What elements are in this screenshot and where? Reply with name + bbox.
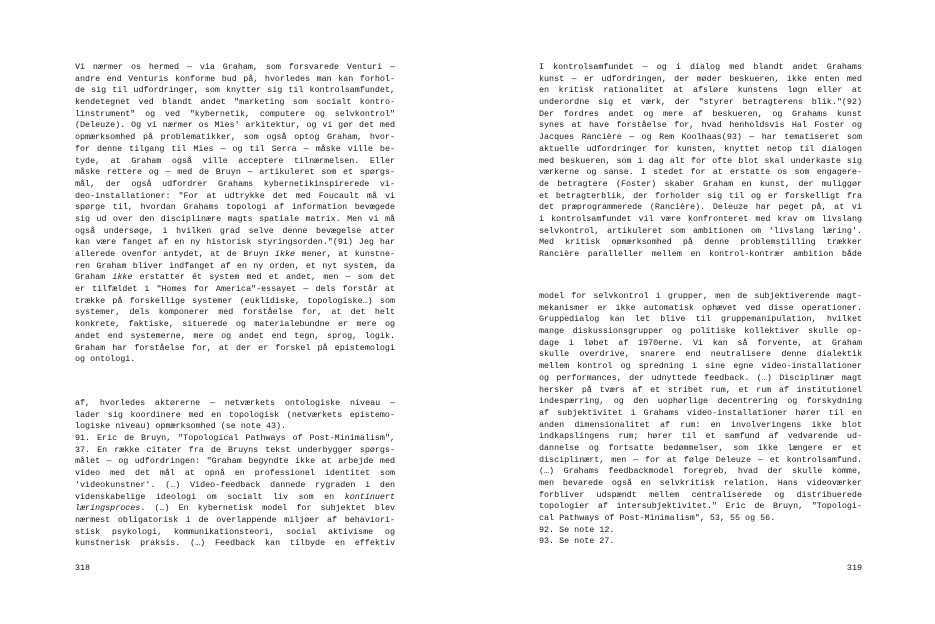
- page-number-left: 318: [75, 563, 91, 573]
- text-line: dannelse og fortsatte bedømmelser, som ikke længere er et: [539, 442, 862, 453]
- text-line: men bevarede også en selvkritisk relation. Hans videoværker: [539, 478, 862, 488]
- text-line: Gruppedialog kan let blive til gruppemanipulation, hvilket: [539, 314, 862, 325]
- text-line: Graham ikke erstatter ét system med et andet, men — som det: [75, 272, 395, 283]
- text-line: lader sig koordinere med en topologisk (netværkets epistemo-: [75, 409, 395, 420]
- text-line: måske rettere og — med de Bruyn — artikuleret som et spørgs-: [75, 167, 395, 178]
- text-line: andet end systemerne, mere og andet end tegn, sprog, logik.: [75, 330, 395, 341]
- text-line: en kritisk rationalitet at afsløre kunstens løgn eller at: [539, 85, 862, 96]
- text-line: det præprogrammerede (Rancière). Deleuze har peget på, at vi: [539, 202, 862, 213]
- text-line: trække på forskellige systemer (euklidiske, topologiske…) som: [75, 295, 395, 306]
- text-line: Med kritisk opmærksomhed på denne problemstilling trækker: [539, 237, 862, 248]
- text-line: allerede ovenfor antydet, at de Bruyn ikke mener, at kunstne-: [75, 249, 395, 259]
- text-line: et betragterblik, der forholder sig til og er forskelligt fra: [539, 190, 862, 201]
- text-line: underordne sig et værk, der "styrer betragterens blik."(92): [539, 97, 862, 108]
- text-line: mellem kontrol og spredning i sine egne video-installationer: [539, 361, 862, 372]
- text-line: og ontologi.: [75, 354, 136, 365]
- text-line: i kontrolsamfundet vil være konfronteret med krav om livslang: [539, 213, 862, 224]
- text-line: synes at have forståelse for, hvad henholdsvis Hal Foster og: [539, 120, 862, 131]
- text-line: (…) Grahams feedbackmodel foregreb, hvad der skulle komme,: [539, 466, 862, 477]
- text-line: mekanismer er ikke automatisk ophævet ved disse operationer.: [539, 302, 862, 313]
- text-line: værkerne og sanse. I stedet for at erstatte os som engagere-: [539, 167, 862, 178]
- text-line: også undersøge, i hvilken grad selve denne bevægelse atter: [75, 225, 395, 236]
- left-page-body-text: [75, 62, 395, 366]
- text-line: kan være fanget af en ny historisk styringsorden."(91) Jeg har: [75, 237, 395, 248]
- text-line: ren Graham bliver indfanget af en ny orden, et nyt system, da: [75, 260, 395, 271]
- text-line: 91. Eric de Bruyn, "Topological Pathways of Post-Minimalism",: [75, 433, 395, 444]
- text-line: opmærksomhed på problematikker, som også optog Graham, hvor-: [75, 132, 395, 143]
- text-line: disciplinært, men — for at følge Deleuze — et kontrolsamfund.: [539, 454, 862, 465]
- text-line: forbliver udspændt mellem centraliserede og distribuerede: [539, 489, 862, 500]
- text-line: mange diskussionsgrupper og politiske kollektiver skulle op-: [539, 326, 862, 337]
- text-line: cal Pathways of Post-Minimalism", 53, 55 og 56.: [539, 513, 776, 524]
- text-line: Rancière paralleller mellem en kontrol-kontrær ambition både: [539, 249, 862, 259]
- page-319: [539, 0, 862, 624]
- text-line: er tilfældet i "Homes for America"-essayet — dels forstår at: [75, 284, 395, 295]
- text-line: spørge til, hvordan Grahams topologi af information bevægede: [75, 202, 395, 213]
- text-line: sig ud over den disciplinære magts spatiale matrix. Men vi må: [75, 213, 395, 224]
- text-line: konkrete, faktiske, situerede og materialebundne er mere og: [75, 319, 395, 330]
- text-line: logiske niveau) opmærksomhed (se note 43).: [75, 421, 287, 432]
- text-line: (Deleuze). Og vi nærmer os Mies' arkitektur, og vi gør det med: [75, 120, 395, 131]
- text-line: aktuelle udfordringer for kunsten, knyttet netop til dialogen: [539, 143, 862, 154]
- text-line: målet — og udfordringen: "Graham begyndte ikke at arbejde med: [75, 456, 395, 467]
- text-line: selvkontrol, artikuleret som ambitionen om 'livslang læring'.: [539, 225, 862, 236]
- right-page-body-text: [539, 62, 862, 261]
- text-line: video med det mål at opnå en professionel identitet som: [75, 468, 395, 479]
- text-line: 37. En række citater fra de Bruyns tekst underbygger spørgs-: [75, 444, 395, 455]
- text-line: Jacques Rancière — og Rem Koolhaas(93) — har tematiseret som: [539, 132, 862, 143]
- text-line: læringsproces. (…) En kybernetisk model for subjektet blev: [75, 503, 395, 514]
- text-line: 93. Se note 27.: [539, 536, 615, 547]
- text-line: topologier af intersubjektivitet." Eric de Bruyn, "Topologi-: [539, 501, 862, 512]
- text-line: for denne tilgang til Mies — og til Serra — måske ville be-: [75, 143, 395, 154]
- text-line: og performances, der udnyttede feedback. (…) Disciplinær magt: [539, 372, 862, 383]
- text-line: indespærring, og den uophørlige decentrering og forskydning: [539, 396, 862, 407]
- text-line: I kontrolsamfundet — og i dialog med blandt andet Grahams: [539, 62, 862, 72]
- text-line: deo-installationer: "For at udtrykke det med Foucault må vi: [75, 190, 395, 201]
- text-line: tyde, at Graham også ville acceptere tilnærmelsen. Eller: [75, 155, 395, 166]
- text-line: Graham har forståelse for, at der er forskel på epistemologi: [75, 342, 395, 353]
- text-line: Vi nærmer os hermed — via Graham, som forsvarede Venturi —: [75, 62, 395, 72]
- text-line: anden dimensionalitet af rum: en involveringens ikke blot: [539, 419, 862, 430]
- text-line: systemer, dels komponerer med forståelse for, at det helt: [75, 307, 395, 318]
- text-line: af subjektivitet i Grahams video-installationer hører til en: [539, 407, 862, 418]
- text-line: linstrument" og ved "kybernetik, computere og selvkontrol": [75, 108, 395, 119]
- text-line: de betragtere (Foster) skaber Graham en kunst, der muliggør: [539, 178, 862, 189]
- text-line: skulle overdrive, snarere end neutralisere denne dialektik: [539, 349, 862, 360]
- page-318: [75, 0, 395, 624]
- page-number-right: 319: [846, 563, 862, 573]
- text-line: videnskabelige ideologi om socialt liv som en kontinuert: [75, 491, 395, 502]
- text-line: kendetegnet ved blandt andet "marketing som socialt kontro-: [75, 97, 395, 108]
- text-line: mål, der også udfordrer Grahams kybernetikinspirerede vi-: [75, 178, 395, 189]
- text-line: dage i løbet af 1970erne. Vi kan så forvente, at Graham: [539, 337, 862, 348]
- left-page-footnote-text: [75, 398, 395, 550]
- text-line: stisk psykologi, kommunikationsteori, social aktivisme og: [75, 526, 395, 537]
- text-line: indkapslingens rum; hører til et samfund af vedvarende ud-: [539, 431, 862, 442]
- text-line: af, hvorledes aktørerne — netværkets ontologiske niveau —: [75, 398, 395, 408]
- text-line: nærmest obligatorisk i de overlappende miljøer af behaviori-: [75, 514, 395, 525]
- text-line: de sig til udfordringer, som knytter sig til kontrolsamfundet,: [75, 85, 395, 96]
- text-line: kunstnerisk praksis. (…) Feedback kan tilbyde en effektiv: [75, 538, 395, 549]
- text-line: 'videokunstner'. (…) Video-feedback dannede rygraden i den: [75, 479, 395, 490]
- text-line: kunst — er udfordringen, der møder beskueren, ikke enten med: [539, 73, 862, 84]
- text-line: med beskueren, som i dag alt for ofte blot skal underkaste sig: [539, 155, 862, 166]
- text-line: andre end Venturis konforme bud på, hvorledes man kan forhol-: [75, 73, 395, 84]
- right-page-footnote-text: [539, 291, 862, 548]
- text-line: 92. Se note 12.: [539, 524, 615, 535]
- text-line: model for selvkontrol i grupper, men de subjektiverende magt-: [539, 291, 862, 301]
- text-line: Der fordres andet og mere af beskueren, og Grahams kunst: [539, 108, 862, 119]
- text-line: hersker på tværs af et stribet rum, et rum af institutionel: [539, 384, 862, 395]
